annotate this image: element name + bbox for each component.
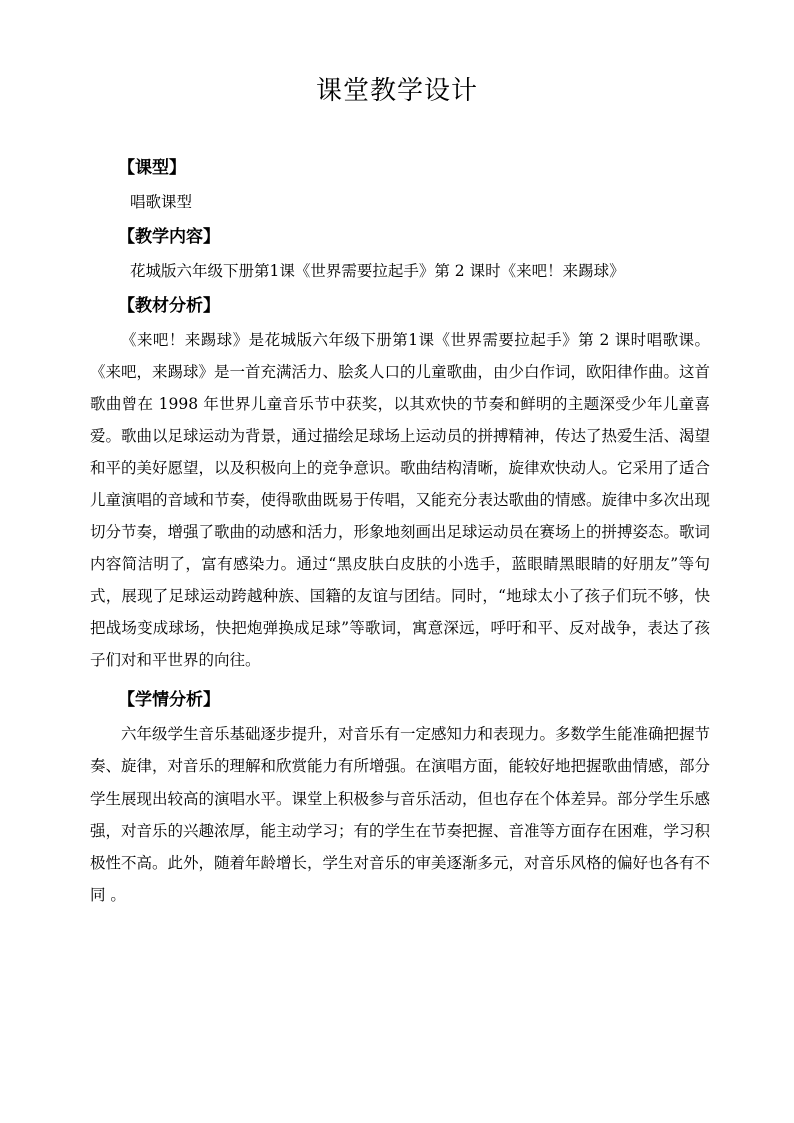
page-title: 课堂教学设计 [315, 76, 478, 106]
textbook-analysis-paragraph: 《来吧！来踢球》是花城版六年级下册第1课《世界需要拉起手》第 2 课时唱歌课。《来吧，来踢球》是一首充满活力、脍炙人口的儿童歌曲，由少白作词，欧阳律作曲。这首歌曲曾在 1998 年世界儿童音乐节中获奖，以其欢快的节奏和鲜明的主题深受少年儿童喜爱。歌曲以足球运动为背景，通过描绘足球场上运动员的拼搏精神，传达了热爱生活、渴望和平的美好愿望，以及积极向上的竞争意识。歌曲结构清晰，旋律欢快动人。它采用了适合儿童演唱的音域和节奏，使得歌曲既易于传唱，又能充分表达歌曲的情感。旋律中多次出现切分节奏，增强了歌曲的动感和活力，形象地刻画出足球运动员在赛场上的拼搏姿态。歌词内容简洁明了，富有感染力。通过“黑皮肤白皮肤的小选手，蓝眼睛黑眼睛的好朋友”等句式，展现了足球运动跨越种族、国籍的友谊与团结。同时，“地球太小了孩子们玩不够，快把战场变成球场，快把炮弹换成足球”等歌词，寓意深远，呼吁和平、反对战争，表达了孩子们对和平世界的向往。 [90, 331, 711, 669]
textbook-analysis-heading: 【教材分析】 [118, 296, 220, 316]
lesson-type-text: 唱歌课型 [130, 193, 193, 211]
teaching-content-text: 花城版六年级下册第1课《世界需要拉起手》第 2 课时《来吧！来踢球》 [130, 262, 625, 280]
lesson-type-heading: 【课型】 [118, 158, 186, 178]
document-body [90, 150, 710, 912]
student-analysis-heading: 【学情分析】 [118, 690, 220, 710]
student-analysis-paragraph: 六年级学生音乐基础逐步提升，对音乐有一定感知力和表现力。多数学生能准确把握节奏、旋律，对音乐的理解和欣赏能力有所增强。在演唱方面，能较好地把握歌曲情感，部分学生展现出较高的演唱水平。课堂上积极参与音乐活动，但也存在个体差异。部分学生乐感强，对音乐的兴趣浓厚，能主动学习；有的学生在节奏把握、音准等方面存在困难，学习积极性不高。此外，随着年龄增长，学生对音乐的审美逐渐多元，对音乐风格的偏好也各有不同 。 [90, 725, 711, 905]
teaching-content-heading: 【教学内容】 [118, 227, 220, 247]
